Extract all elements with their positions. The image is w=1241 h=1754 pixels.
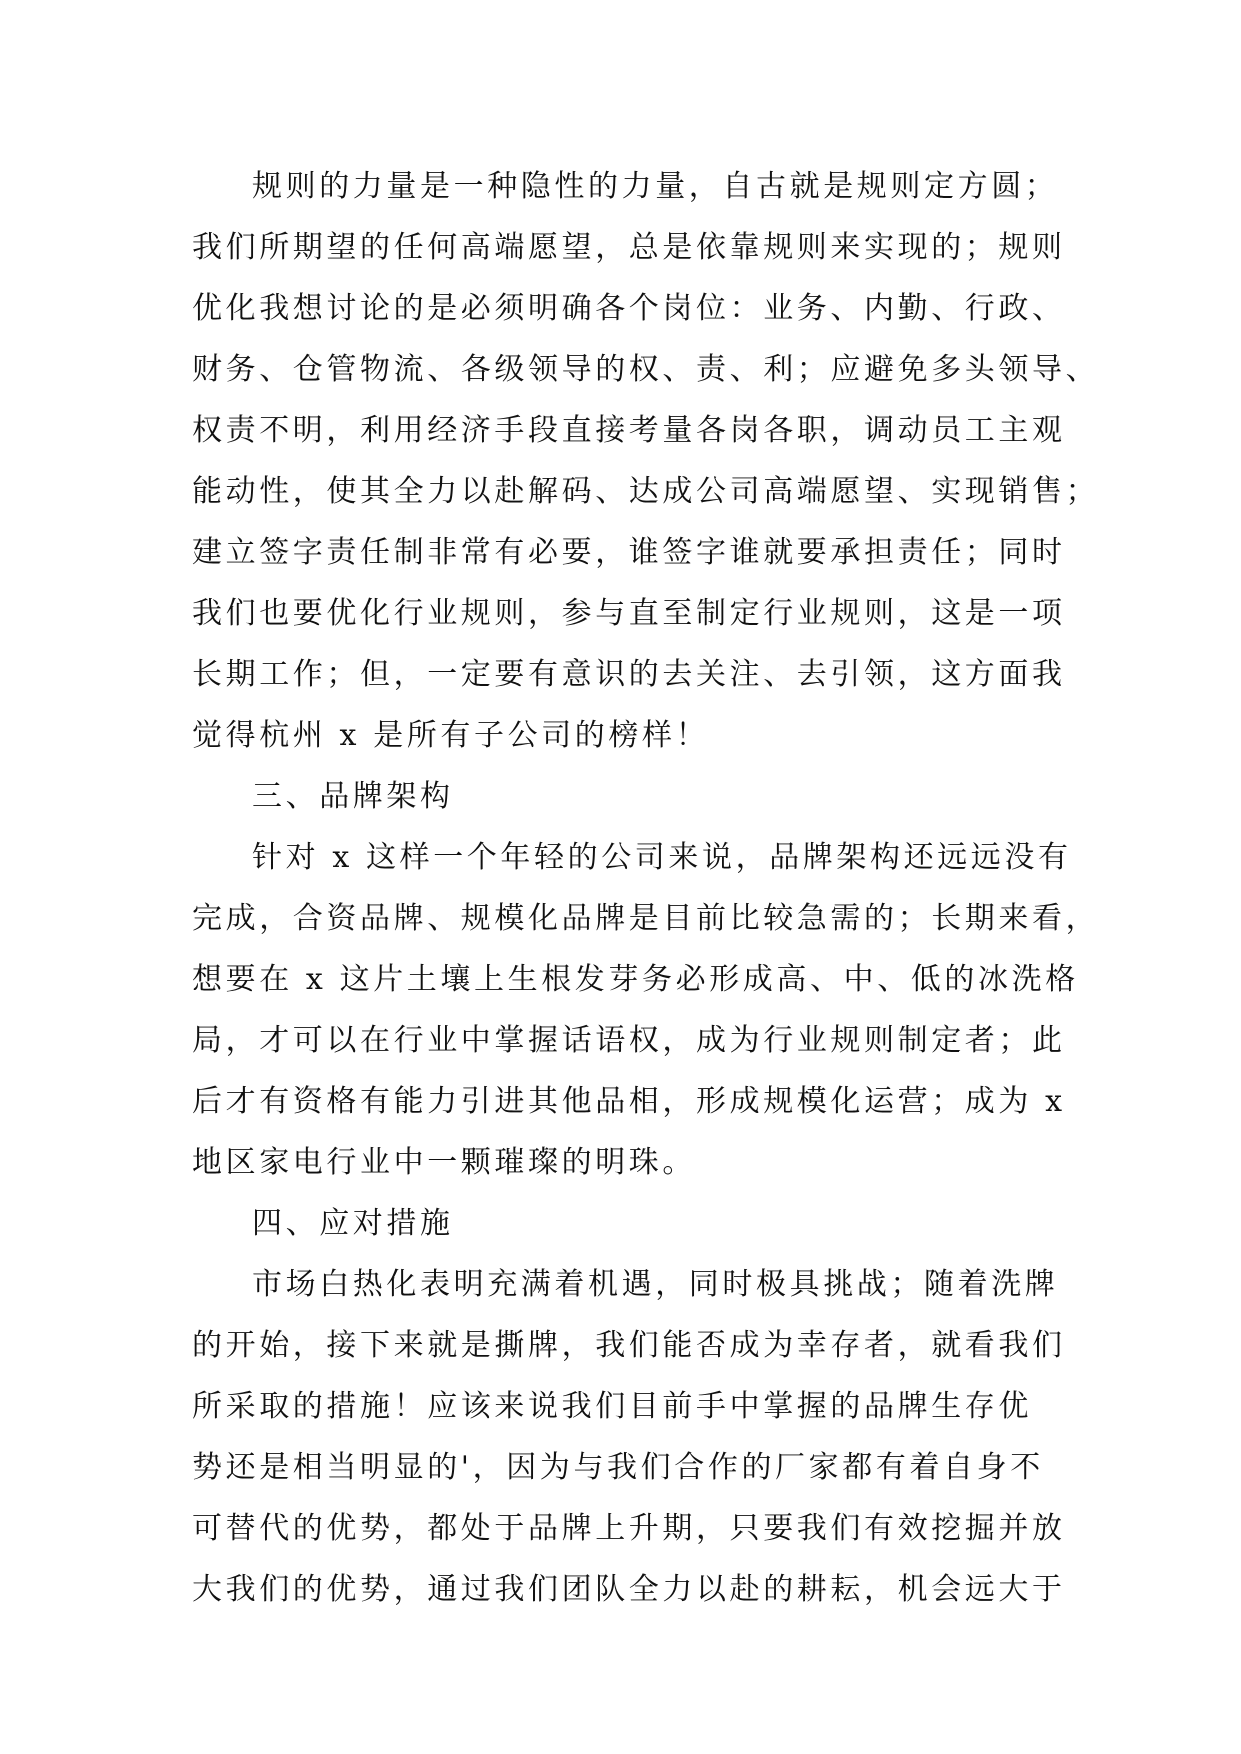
paragraph-line: 觉得杭州 x 是所有子公司的榜样！: [192, 718, 710, 753]
paragraph-line: 针对 x 这样一个年轻的公司来说，品牌架构还远远没有: [252, 840, 1072, 875]
paragraph-line: 完成，合资品牌、规模化品牌是目前比较急需的；长期来看，: [192, 901, 1100, 936]
paragraph-line: 可替代的优势，都处于品牌上升期，只要我们有效挖掘并放: [192, 1511, 1066, 1546]
paragraph-line: 的开始，接下来就是撕牌，我们能否成为幸存者，就看我们: [192, 1328, 1066, 1363]
paragraph-line: 财务、仓管物流、各级领导的权、责、利；应避免多头领导、: [192, 352, 1100, 387]
section-heading: 三、品牌架构: [252, 779, 454, 814]
paragraph-line: 势还是相当明显的'，因为与我们合作的厂家都有着自身不: [192, 1450, 1044, 1485]
paragraph-line: 我们所期望的任何高端愿望，总是依靠规则来实现的；规则: [192, 230, 1066, 265]
paragraph-line: 后才有资格有能力引进其他品相，形成规模化运营；成为 x: [192, 1084, 1066, 1119]
paragraph-line: 能动性，使其全力以赴解码、达成公司高端愿望、实现销售；: [192, 474, 1100, 509]
paragraph-line: 地区家电行业中一颗璀璨的明珠。: [192, 1145, 696, 1180]
paragraph-line: 权责不明，利用经济手段直接考量各岗各职，调动员工主观: [192, 413, 1066, 448]
paragraph-line: 大我们的优势，通过我们团队全力以赴的耕耘，机会远大于: [192, 1572, 1066, 1607]
paragraph-line: 所采取的措施！应该来说我们目前手中掌握的品牌生存优: [192, 1389, 1032, 1424]
paragraph-line: 市场白热化表明充满着机遇，同时极具挑战；随着洗牌: [252, 1267, 1059, 1302]
paragraph-line: 局，才可以在行业中掌握话语权，成为行业规则制定者；此: [192, 1023, 1066, 1058]
paragraph-line: 长期工作；但，一定要有意识的去关注、去引领，这方面我: [192, 657, 1066, 692]
paragraph-line: 我们也要优化行业规则，参与直至制定行业规则，这是一项: [192, 596, 1066, 631]
paragraph-line: 想要在 x 这片土壤上生根发芽务必形成高、中、低的冰洗格: [192, 962, 1079, 997]
section-heading: 四、应对措施: [252, 1206, 454, 1241]
paragraph-line: 规则的力量是一种隐性的力量，自古就是规则定方圆；: [252, 169, 1059, 204]
document-body: [192, 156, 1100, 1620]
paragraph-line: 建立签字责任制非常有必要，谁签字谁就要承担责任；同时: [192, 535, 1066, 570]
paragraph-line: 优化我想讨论的是必须明确各个岗位：业务、内勤、行政、: [192, 291, 1066, 326]
